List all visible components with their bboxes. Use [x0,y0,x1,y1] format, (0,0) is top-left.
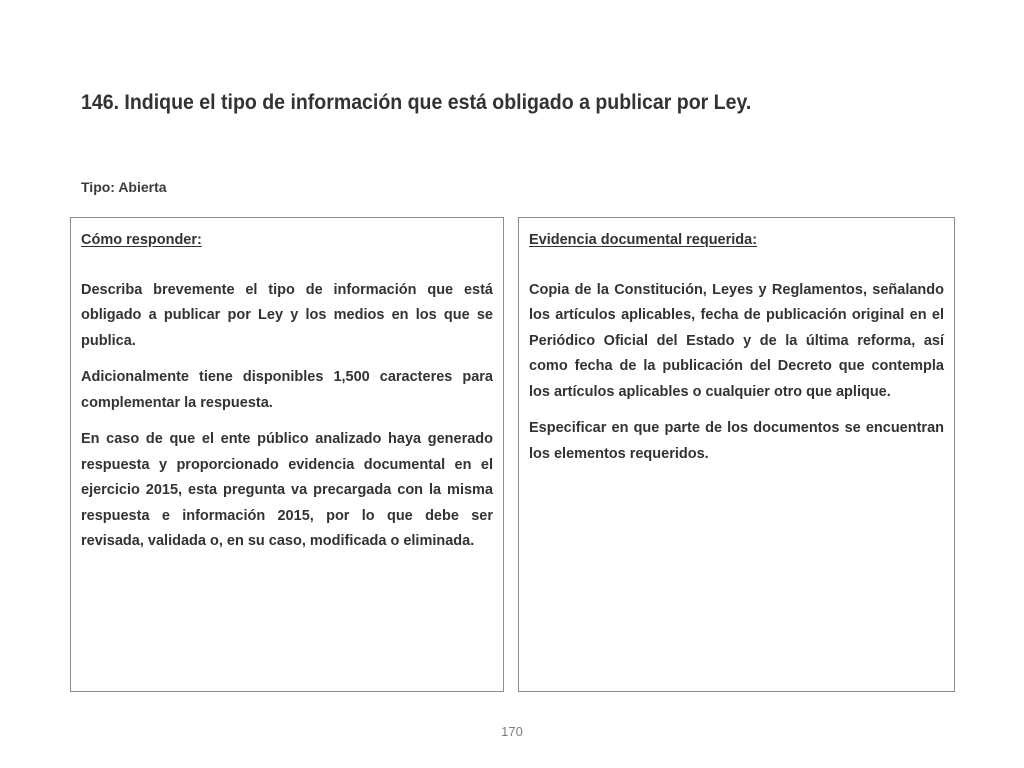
how-to-answer-paragraph: En caso de que el ente público analizado haya generado respuesta y proporcionado evidencia documental en el ejercicio 2015, esta pregunta va precargada con la misma respuesta e información 2015, por lo que debe ser revisada, validada o, en su caso, modificada o eliminada. [81,431,493,549]
required-evidence-paragraph: Copia de la Constitución, Leyes y Reglamentos, señalando los artículos aplicables, fecha de publicación original en el Periódico Oficial del Estado y de la última reforma, así como fecha de la publicación del Decreto que contempla los artículos aplicables o cualquier otro que aplique. [529,281,944,400]
required-evidence-heading: Evidencia documental requerida: [529,232,758,248]
required-evidence-paragraph: Especificar en que parte de los documentos se encuentran los elementos requeridos. [529,420,944,462]
page-title: 146. Indique el tipo de información que está obligado a publicar por Ley. [81,91,752,114]
how-to-answer-paragraph: Adicionalmente tiene disponibles 1,500 caracteres para complementar la respuesta. [81,369,493,411]
question-type-label: Tipo: Abierta [81,179,167,195]
how-to-answer-paragraph: Describa brevemente el tipo de información que está obligado a publicar por Ley y los medios en los que se publica. [81,281,493,349]
page-number: 170 [501,724,523,739]
how-to-answer-heading: Cómo responder: [81,232,202,248]
how-to-answer-panel [70,217,504,692]
required-evidence-panel [518,217,955,692]
